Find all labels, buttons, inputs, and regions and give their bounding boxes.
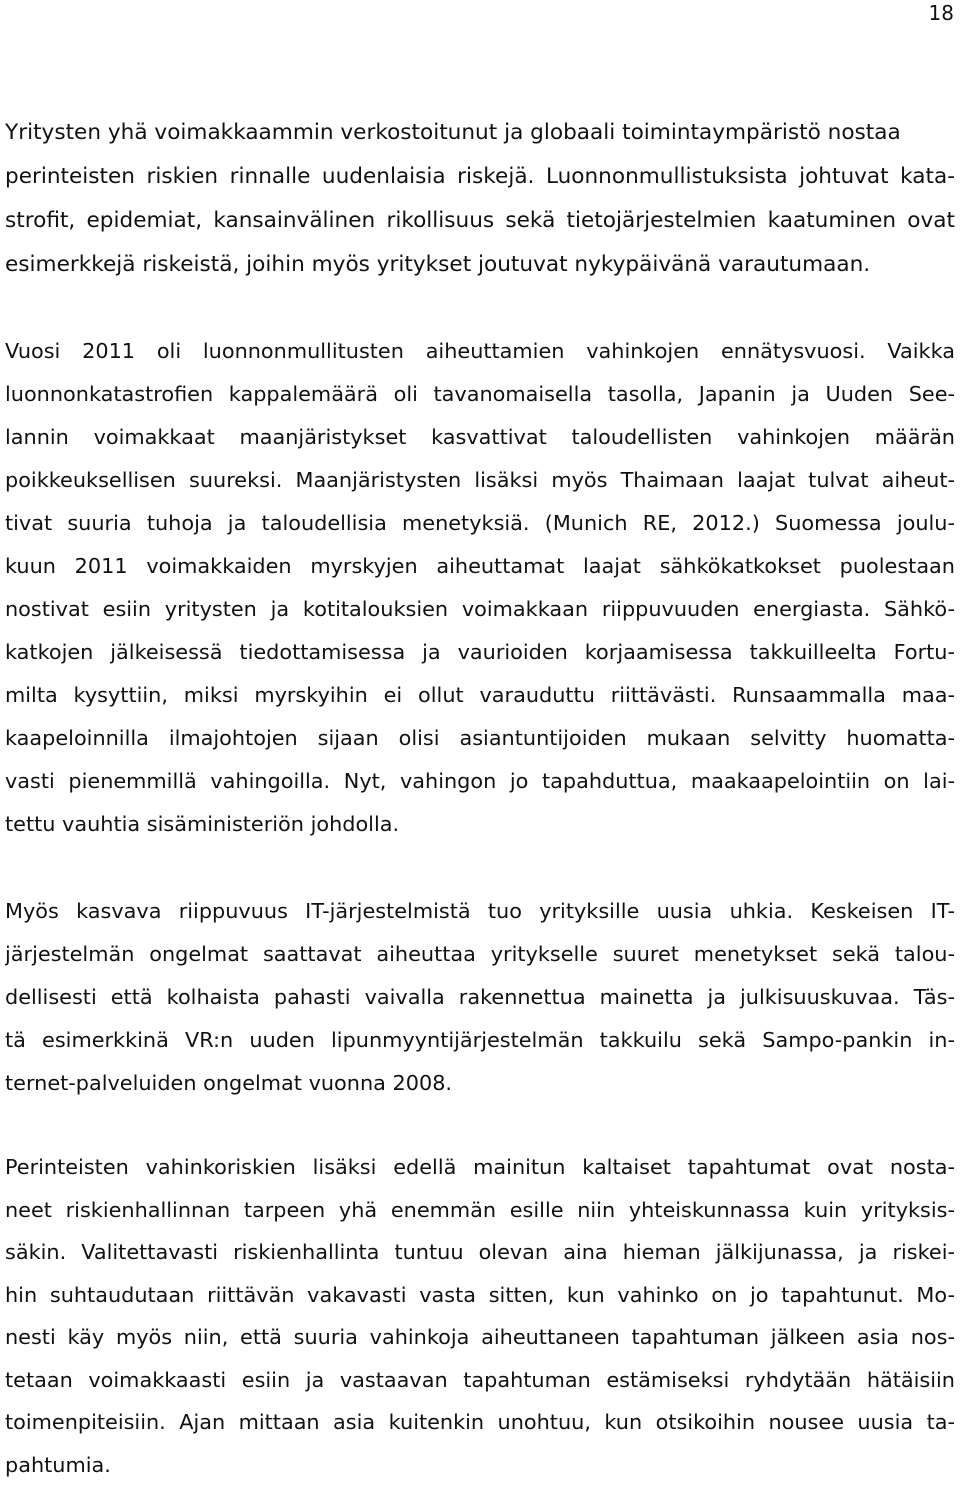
text-line: ternet-palveluiden ongelmat vuonna 2008.: [5, 1071, 453, 1095]
text-line: luonnonkatastrofien kappalemäärä oli tavanomaisella tasolla, Japanin ja Uuden See-: [5, 382, 955, 406]
text-line: pahtumia.: [5, 1452, 111, 1477]
text-line: lannin voimakkaat maanjäristykset kasvattivat taloudellisten vahinkojen määrän: [5, 425, 955, 449]
text-line: Myös kasvava riippuvuus IT-järjestelmistä tuo yrityksille uusia uhkia. Keskeisen IT-: [5, 899, 955, 923]
text-line: vasti pienemmillä vahingoilla. Nyt, vahingon jo tapahduttua, maakaapelointiin on lai-: [5, 769, 955, 793]
text-line: Yritysten yhä voimakkaammin verkostoitunut ja globaali toimintaympäristö nostaa: [5, 120, 901, 145]
text-line: perinteisten riskien rinnalle uudenlaisia riskejä. Luonnonmullistuksista johtuvat kata-: [5, 164, 955, 189]
text-line: tetaan voimakkaasti esiin ja vastaavan tapahtuman estämiseksi ryhdytään hätäisiin: [5, 1367, 955, 1392]
text-line: katkojen jälkeisessä tiedottamisessa ja vaurioiden korjaamisessa takkuilleelta Fortu-: [5, 640, 955, 664]
text-line: kuun 2011 voimakkaiden myrskyjen aiheuttamat laajat sähkökatkokset puolestaan: [5, 554, 955, 578]
text-line: säkin. Valitettavasti riskienhallinta tuntuu olevan aina hieman jälkijunassa, ja riskei-: [5, 1240, 955, 1264]
text-line: tettu vauhtia sisäministeriön johdolla.: [5, 812, 400, 836]
page-number: 18: [928, 1, 954, 25]
text-line: järjestelmän ongelmat saattavat aiheuttaa yritykselle suuret menetykset sekä talou-: [5, 942, 955, 966]
text-line: milta kysyttiin, miksi myrskyihin ei ollut varauduttu riittävästi. Runsaammalla maa-: [5, 683, 955, 707]
paragraph-1: [5, 111, 955, 287]
paragraph-3: [5, 890, 955, 1105]
text-line: tivat suuria tuhoja ja taloudellisia menetyksiä. (Munich RE, 2012.) Suomessa joulu-: [5, 511, 955, 535]
paragraph-4: [5, 1146, 955, 1486]
text-line: poikkeuksellisen suureksi. Maanjäristysten lisäksi myös Thaimaan laajat tulvat aiheut-: [5, 468, 955, 492]
text-line: nesti käy myös niin, että suuria vahinkoja aiheuttaneen tapahtuman jälkeen asia nos-: [5, 1325, 955, 1349]
text-line: nostivat esiin yritysten ja kotitalouksien voimakkaan riippuvuuden energiasta. Sähkö-: [5, 597, 955, 621]
text-line: strofit, epidemiat, kansainvälinen rikollisuus sekä tietojärjestelmien kaatuminen ovat: [5, 208, 955, 233]
text-line: Vuosi 2011 oli luonnonmullitusten aiheuttamien vahinkojen ennätysvuosi. Vaikka: [5, 339, 955, 363]
text-line: tä esimerkkinä VR:n uuden lipunmyyntijärjestelmän takkuilu sekä Sampo-pankin in-: [5, 1028, 955, 1052]
text-line: dellisesti että kolhaista pahasti vaivalla rakennettua mainetta ja julkisuuskuvaa. Täs-: [5, 985, 955, 1009]
text-line: Perinteisten vahinkoriskien lisäksi edellä mainitun kaltaiset tapahtumat ovat nosta-: [5, 1155, 955, 1179]
paragraph-2: [5, 330, 955, 846]
text-line: toimenpiteisiin. Ajan mittaan asia kuitenkin unohtuu, kun otsikoihin nousee uusia ta-: [5, 1410, 955, 1434]
text-line: hin suhtaudutaan riittävän vakavasti vasta sitten, kun vahinko on jo tapahtunut. Mo-: [5, 1282, 955, 1307]
text-line: neet riskienhallinnan tarpeen yhä enemmän esille niin yhteiskunnassa kuin yrityksis-: [5, 1197, 955, 1222]
text-line: kaapeloinnilla ilmajohtojen sijaan olisi asiantuntijoiden mukaan selvitty huomatta-: [5, 726, 955, 750]
text-line: esimerkkejä riskeistä, joihin myös yritykset joutuvat nykypäivänä varautumaan.: [5, 252, 871, 277]
